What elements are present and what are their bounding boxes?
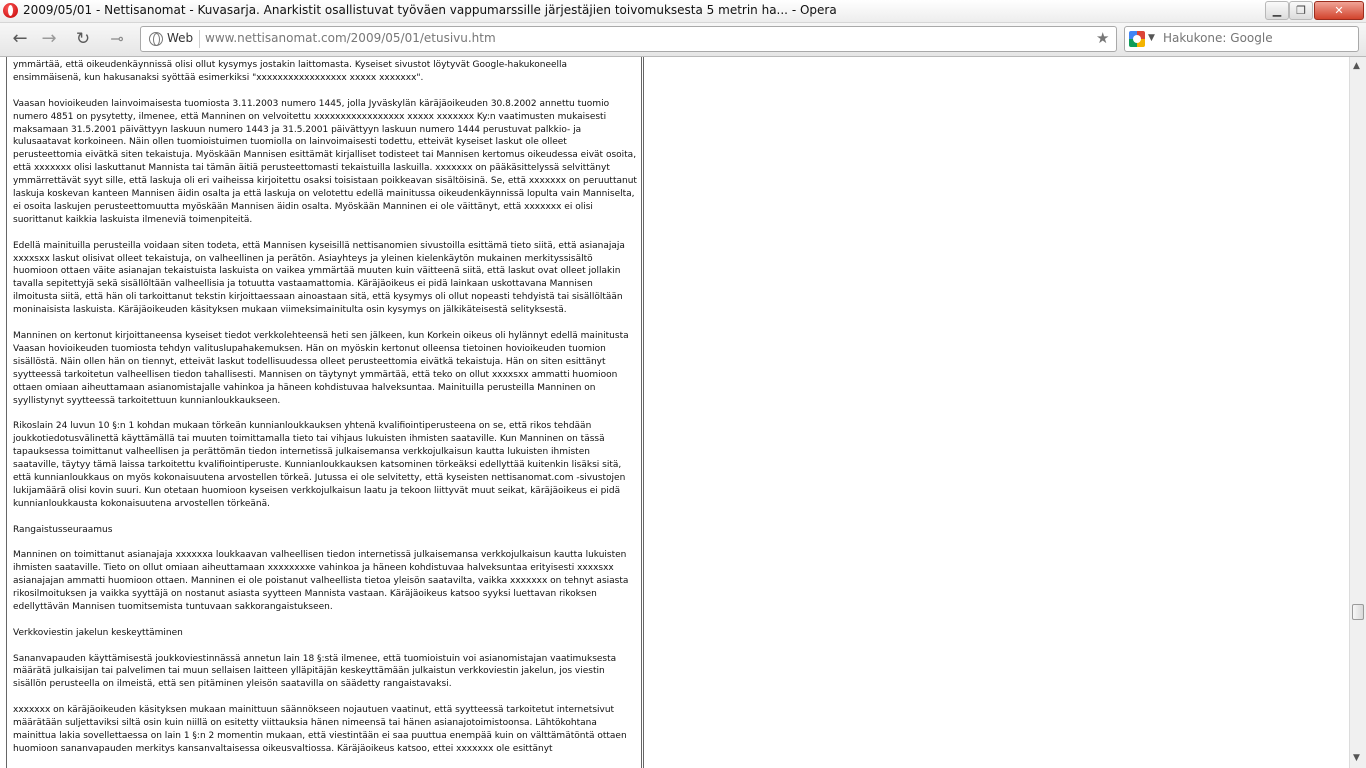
scroll-up-arrow-icon[interactable]: ▲ [1353,61,1360,71]
google-icon[interactable] [1129,31,1145,47]
vertical-scrollbar[interactable] [1349,57,1366,768]
section-heading: Verkkoviestin jakelun keskeyttäminen [13,627,183,638]
back-button[interactable]: ← [12,28,28,49]
bookmark-star-icon[interactable]: ★ [1096,29,1110,47]
site-security-label[interactable]: Web [167,31,194,45]
navigation-toolbar [0,23,1366,57]
scroll-thumb[interactable] [1352,604,1364,620]
close-button[interactable]: ✕ [1314,1,1364,20]
scroll-down-arrow-icon[interactable]: ▼ [1353,753,1360,763]
address-separator [199,30,200,48]
search-input[interactable] [1163,29,1353,47]
article-paragraph: Manninen on toimittanut asianajaja xxxxxxa loukkaavan valheellisen tiedon internetissä julkaisemansa verkkojulkaisun kautta lukuisten ihmisten saataville. Tieto on ollut omiaan aiheuttamaan xxxxxxxxe vahinkoa ja häneen kohdistuvaa halveksuntaa erityisesti xxxxsxx asianajajan ammatti huomioon ottaen. Manninen ei ole poistanut valheellista tietoa yleisön saatavilta, vaikka xxxxxxx on tehnyt asiasta rikosilmoituksen ja vaikka syyttäjä on nostanut asiasta syytteen Mannista vastaan. Käräjäoikeus katsoo syyksi luettavan rikoksen edellyttävän Mannisen tuomitsemista tuntuvaan sakkorangaistukseen. [13,550,629,612]
reload-button[interactable]: ↻ [75,29,91,49]
opera-logo-icon[interactable] [3,3,18,18]
section-heading: Rangaistusseuraamus [13,524,113,535]
page-content [0,57,1349,768]
url-input[interactable] [205,29,1085,47]
title-bar [0,0,1366,23]
frame-border-left [6,57,7,768]
article-text [13,59,637,768]
forward-button[interactable]: → [41,28,57,49]
address-bar[interactable] [140,26,1117,52]
maximize-button[interactable]: ❐ [1289,1,1313,20]
frame-divider[interactable] [641,57,644,768]
article-paragraph: xxxxxxx on käräjäoikeuden käsityksen mukaan mainittuun säännökseen nojautuen vaatinut, että syytteessä tarkoitetut internetsivut määrätään suljettaviksi siltä osin kuin niillä on esitetty viittauksia hänen nimeensä tai hänen asianajotoimistoonsa. Lähtökohtana mainittua lakia sovellettaessa on lain 1 §:n 2 momentin mukaan, että viestintään ei saa puuttua enempää kuin on välttämätöntä ottaen huomioon sananvapauden merkitys kansanvaltaisessa oikeusvaltiossa. Käräjäoikeus katsoo, ettei xxxxxxx ole esittänyt [13,705,627,754]
article-paragraph: ymmärtää, että oikeudenkäynnissä olisi ollut kysymys jostakin laittomasta. Kyseiset sivustot löytyvät Google-hakukoneella ensimmäisenä, kun hakusanaksi syöttää esimerkiksi "xxxxxxxxxxxxxxxxx xxxxx xxxxxxx". [13,60,568,83]
search-bar[interactable] [1124,26,1359,52]
window-title: 2009/05/01 - Nettisanomat - Kuvasarja. Anarkistit osallistuvat työväen vappumarssille järjestäjien toivomuksesta 5 metrin ha... - Opera [23,3,837,17]
wand-key-icon[interactable]: ⊸ [110,29,124,48]
article-paragraph: Vaasan hovioikeuden lainvoimaisesta tuomiosta 3.11.2003 numero 1445, jolla Jyväskylän käräjäoikeuden 30.8.2002 annettu tuomio numero 4851 on pysytetty, ilmenee, että Manninen on velvoitettu xxxxxxxxxxxxxxxxx xxxxx xxxxxxx Ky:n vaatimusten mukaisesti maksamaan 31.5.2001 päivättyyn laskuun numero 1443 ja 31.5.2001 päivättyyn laskuun numero 1444 perustuvat palkkio- ja kulusaatavat korkoineen. Näin ollen tuomioistuimen tuomiolla on lainvoimaisesti todettu, etteivät kyseiset laskut ole olleet perusteettomia eivätkä siten tekaistuja. Myöskään Mannisen esittämät kirjalliset todisteet tai Mannisen kertomus oikeudessa eivät osoita, että xxxxxxx olisi laskuttanut Mannista tai tämän äitiä perusteettomasti tekaistuilla laskuilla. xxxxxxx on pääkäsittelyssä selvittänyt ymmärrettävät syyt sille, että laskuja oli eri vaiheissa kirjoitettu osaksi toisistaan poikkeavan sisältöisinä. Se, että xxxxxxx on peruuttanut laskuja koskevan kanteen Mannisen äidin osalta ja että laskuja on velotettu edellä mainitussa oikeudenkäynnissä lopulta vain Manniselta, ei osoita laskujen perusteettomuutta myöskään Mannisen äidin osalta. Myöskään Manninen ei ole väittänyt, että xxxxxxx ei olisi suorittanut kaikkia laskuista ilmeneviä toimenpiteitä. [13,98,637,225]
minimize-button[interactable]: ▁ [1265,1,1289,20]
article-paragraph: Sananvapauden käyttämisestä joukkoviestinnässä annetun lain 18 §:stä ilmenee, että tuomioistuin voi asianomistajan vaatimuksesta määrätä julkaisijan tai palvelimen tai muun sellaisen laitteen ylläpitäjän keskeyttämään julkaistun verkkoviestin jakelun, jos viestin sisällön perusteella on ilmeistä, että sen pitäminen yleisön saatavilla on säädetty rangaistavaksi. [13,653,617,690]
article-paragraph: Edellä mainituilla perusteilla voidaan siten todeta, että Mannisen kyseisillä nettisanomien sivustoilla esittämä tieto siitä, että asianajaja xxxxsxx laskut olisivat olleet tekaistuja, on valheellinen ja perätön. Asiayhteys ja yleinen kielenkäytön mukainen merkityssisältö huomioon ottaen väite asianajan tekaistuista laskuista on vaikea ymmärtää muuten kuin väitteenä siitä, että laskut ovat olleet jollakin tavalla sepitettyjä sekä sisällöltään valheellisia ja totuutta vastaamattomia. Käräjäoikeus ei pidä lainkaan uskottavana Mannisen ilmoitusta siitä, että hän oli tarkoittanut tekstin kirjoittaessaan ainoastaan sitä, että kysymys oli ollut nopeasti tehdyistä tai sisällöltään moninaisista laskuista. Käräjäoikeuden käsityksen mukaan viimeksimainitulta osin kysymys on jälkikäteisestä selityksestä. [13,240,625,316]
article-paragraph: Manninen on kertonut kirjoittaneensa kyseiset tiedot verkkolehteensä heti sen jälkeen, kun Korkein oikeus oli hylännyt edellä mainitusta Vaasan hovioikeuden tuomiosta tehdyn valituslupahakemuksen. Hän on myöskin kertonut olleensa tietoinen hovioikeuden tuomion sisällöstä. Näin ollen hän on tiennyt, etteivät laskut todellisuudessa olleet perusteettomia eivätkä tekaistuja. Hän on siten esittänyt syytteessä tarkoitetun valheellisen tiedon tahallisesti. Mannisen on täytynyt ymmärtää, että teko on ollut xxxxsxx ammatti huomioon ottaen omiaan aiheuttamaan asianomistajalle vahinkoa ja häneen kohdistuvaa halveksuntaa. Mainituilla perusteilla Manninen on syyllistynyt syytteessä tarkoitettuun kunnianloukkaukseen. [13,330,629,406]
search-engine-dropdown-icon[interactable]: ▼ [1148,33,1155,43]
article-paragraph: Rikoslain 24 luvun 10 §:n 1 kohdan mukaan törkeän kunnianloukkauksen yhtenä kvalifiointiperusteena on se, että rikos tehdään joukkotiedotusvälinettä käyttämällä tai muuten toimittamalla tieto tai vihjaus lukuisten ihmisten saataville. Kun Manninen on tässä tapauksessa toimittanut valheellisen ja perättömän tiedon internetissä julkaisemansa verkkojulkaisun kautta lukuisten ihmisten saataville, täytyy tämä laissa tarkoitettu kvalifiointiperuste. Kunnianloukkauksen katsominen törkeäksi edellyttää kuitenkin lisäksi sitä, että kunnianloukkaus on myös kokonaisuutena arvostellen törkeä. Jutussa ei ole selvitetty, että kyseisten nettisanomat.com -sivustojen lukijamäärä olisi kovin suuri. Kun otetaan huomioon kyseisen verkkojulkaisun laatu ja tekoon liittyvät muut seikat, käräjäoikeus ei pidä kunnianloukkausta kokonaisuutena arvostellen törkeänä. [13,421,626,509]
globe-icon [149,32,163,46]
